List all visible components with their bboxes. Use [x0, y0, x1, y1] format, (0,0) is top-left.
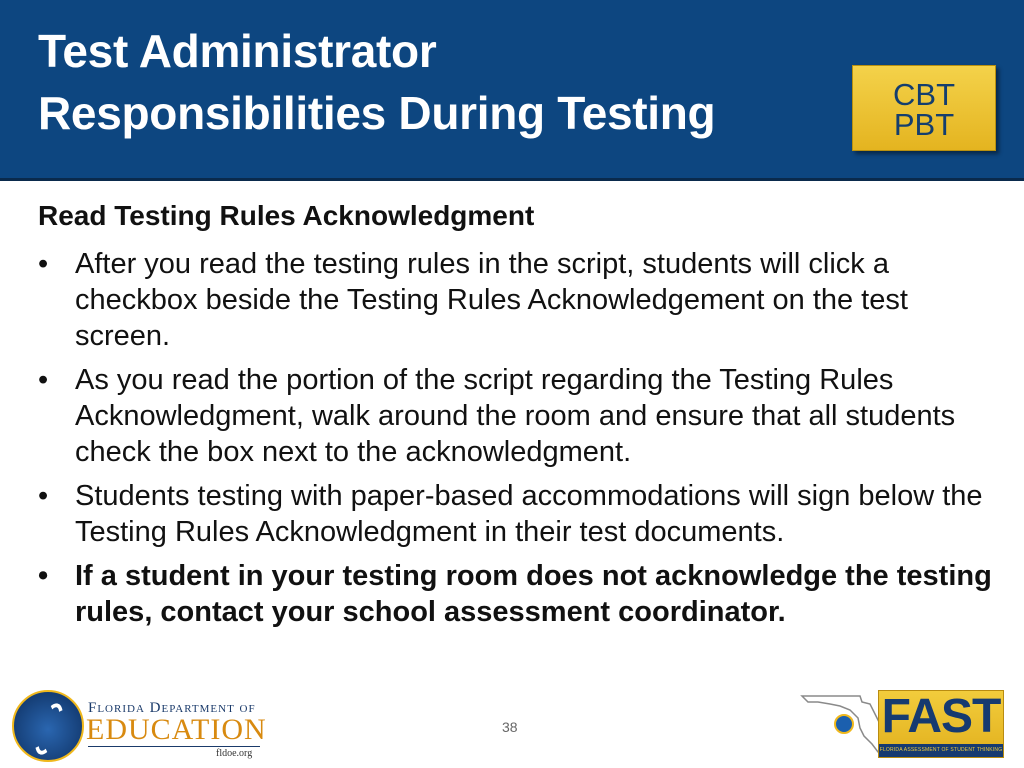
bullet-list	[38, 246, 998, 630]
bullet-text: After you read the testing rules in the script, students will click a checkbox beside the Testing Rules Acknowledgement on the test screen.	[75, 248, 908, 352]
bullet-item-2	[38, 362, 998, 470]
bullet-text: As you read the portion of the script regarding the Testing Rules Acknowledgment, walk around the room and ensure that all students check the box next to the acknowledgment.	[75, 364, 956, 468]
fldoe-logo-line-1: Florida Department of	[88, 700, 256, 716]
fast-logo-word: FAST	[881, 690, 1001, 743]
fast-logo-tagline: FLORIDA ASSESSMENT OF STUDENT THINKING	[879, 744, 1003, 757]
bullet-item-4	[38, 558, 998, 630]
bullet-text: Students testing with paper-based accommodations will sign below the Testing Rules Acknowledgment in their test documents.	[75, 480, 983, 548]
page-number: 38	[502, 719, 518, 735]
bullet-item-1	[38, 246, 998, 354]
cbt-pbt-badge	[852, 65, 996, 151]
section-subheading: Read Testing Rules Acknowledgment	[38, 200, 535, 231]
fast-logo	[800, 684, 1006, 764]
bullet-icon: •	[38, 364, 49, 396]
slide-header	[0, 0, 1024, 181]
bullet-item-3	[38, 478, 998, 550]
fldoe-logo-line-2: EDUCATION	[86, 713, 267, 746]
slide-title-line-2: Responsibilities During Testing	[38, 87, 716, 139]
fldoe-logo-rule	[88, 746, 260, 747]
bullet-icon: •	[38, 248, 49, 280]
slide-title	[38, 20, 715, 144]
badge-line-1: CBT	[893, 77, 955, 112]
bullet-icon: •	[38, 480, 49, 512]
bullet-text: If a student in your testing room does not acknowledge the testing rules, contact your school assessment coordinator.	[75, 560, 992, 628]
fldoe-emblem-icon	[12, 690, 84, 762]
badge-line-2: PBT	[893, 107, 955, 142]
fast-logo-box	[878, 690, 1004, 758]
slide-content	[38, 196, 998, 638]
slide-title-line-1: Test Administrator	[38, 25, 437, 77]
bullet-icon: •	[38, 560, 49, 592]
fldoe-logo	[6, 688, 266, 762]
fldoe-logo-line-3: fldoe.org	[216, 748, 253, 759]
